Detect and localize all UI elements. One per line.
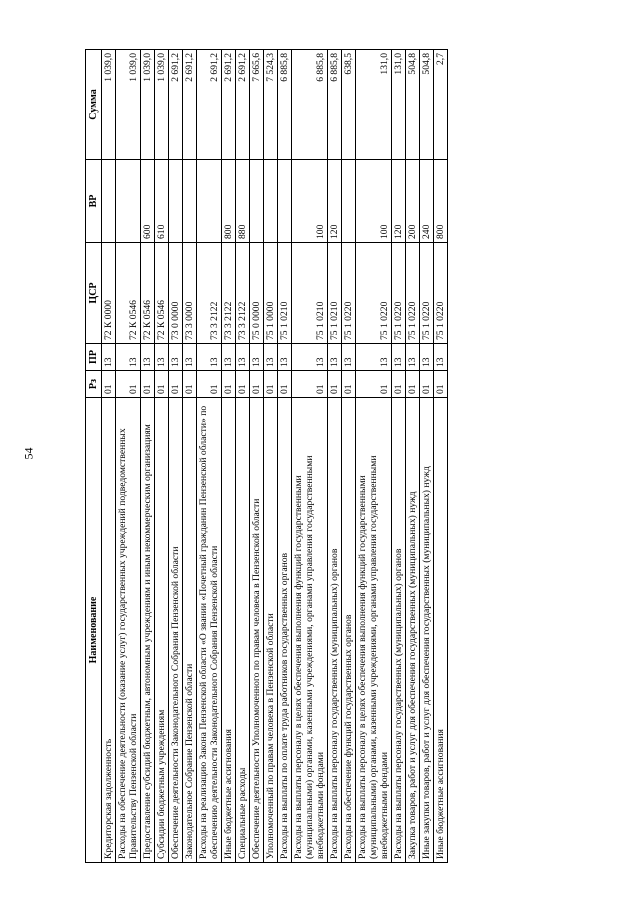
cell-rz: 01 <box>356 371 392 398</box>
cell-pr: 13 <box>169 344 183 371</box>
header-sum: Сумма <box>86 50 102 160</box>
cell-rz: 01 <box>420 371 434 398</box>
cell-vr: 120 <box>392 160 406 243</box>
cell-vr: 100 <box>356 160 392 243</box>
cell-csr: 75 1 0220 <box>356 243 392 344</box>
cell-rz: 01 <box>292 371 328 398</box>
cell-vr <box>183 160 197 243</box>
table-row <box>236 50 250 863</box>
cell-sum: 6 885,8 <box>328 50 342 160</box>
cell-name: Расходы на выплаты по оплате труда работников государственных органов <box>278 398 292 863</box>
cell-name: Иные бюджетные ассигнования <box>222 398 236 863</box>
cell-vr <box>169 160 183 243</box>
cell-pr: 13 <box>406 344 420 371</box>
table-row <box>197 50 222 863</box>
cell-csr: 73 0 0000 <box>169 243 183 344</box>
cell-csr: 75 1 0220 <box>392 243 406 344</box>
cell-csr: 72 К 0000 <box>102 243 116 344</box>
budget-table <box>85 49 448 863</box>
cell-csr: 75 1 0000 <box>264 243 278 344</box>
cell-rz: 01 <box>169 371 183 398</box>
table-row <box>292 50 328 863</box>
cell-sum: 6 885,8 <box>278 50 292 160</box>
table-row <box>406 50 420 863</box>
cell-vr: 120 <box>328 160 342 243</box>
cell-rz: 01 <box>236 371 250 398</box>
cell-sum: 2 691,2 <box>236 50 250 160</box>
cell-rz: 01 <box>141 371 155 398</box>
cell-rz: 01 <box>197 371 222 398</box>
cell-rz: 01 <box>392 371 406 398</box>
cell-pr: 13 <box>236 344 250 371</box>
cell-sum: 131,0 <box>356 50 392 160</box>
cell-csr: 73 3 2122 <box>197 243 222 344</box>
cell-rz: 01 <box>102 371 116 398</box>
table-row <box>420 50 434 863</box>
table-row <box>102 50 116 863</box>
cell-name: Расходы на выплаты персоналу в целях обеспечения выполнения функций государственными (муниципальными) органами, казенными учреждениями, органами управления государственными внебюджетными фондами <box>292 398 328 863</box>
cell-pr: 13 <box>420 344 434 371</box>
table-row <box>328 50 342 863</box>
cell-name: Предоставление субсидий бюджетным, автономным учреждениям и иным некоммерческим организациям <box>141 398 155 863</box>
cell-name: Расходы на обеспечение функций государственных органов <box>342 398 356 863</box>
cell-csr: 75 1 0220 <box>434 243 448 344</box>
cell-csr: 72 К 0546 <box>155 243 169 344</box>
cell-rz: 01 <box>250 371 264 398</box>
cell-csr: 75 1 0210 <box>292 243 328 344</box>
cell-rz: 01 <box>406 371 420 398</box>
table-row <box>116 50 141 863</box>
table-body <box>102 50 448 863</box>
cell-csr: 73 3 2122 <box>222 243 236 344</box>
cell-name: Расходы на обеспечение деятельности (оказание услуг) государственных учреждений подведомственных Правительству Пензенской области <box>116 398 141 863</box>
cell-name: Обеспечение деятельности Законодательного Собрания Пензенской области <box>169 398 183 863</box>
header-rz: Рз <box>86 371 102 398</box>
cell-pr: 13 <box>141 344 155 371</box>
table-row <box>264 50 278 863</box>
table-row <box>155 50 169 863</box>
cell-name: Субсидии бюджетным учреждениям <box>155 398 169 863</box>
cell-csr: 72 К 0546 <box>141 243 155 344</box>
table-row <box>434 50 448 863</box>
cell-rz: 01 <box>328 371 342 398</box>
table-row <box>356 50 392 863</box>
cell-vr <box>342 160 356 243</box>
cell-sum: 7 665,6 <box>250 50 264 160</box>
cell-name: Законодательное Собрание Пензенской области <box>183 398 197 863</box>
cell-name: Закупка товаров, работ и услуг для обеспечения государственных (муниципальных) нужд <box>406 398 420 863</box>
cell-vr: 880 <box>236 160 250 243</box>
cell-name: Обеспечение деятельности Уполномоченного по правам человека в Пензенской области <box>250 398 264 863</box>
cell-pr: 13 <box>264 344 278 371</box>
cell-csr: 72 К 0546 <box>116 243 141 344</box>
table-row <box>250 50 264 863</box>
cell-csr: 75 1 0220 <box>406 243 420 344</box>
cell-vr <box>250 160 264 243</box>
rotated-table-container <box>85 50 608 863</box>
header-pr: ПР <box>86 344 102 371</box>
cell-rz: 01 <box>155 371 169 398</box>
cell-sum: 504,8 <box>420 50 434 160</box>
cell-pr: 13 <box>434 344 448 371</box>
cell-rz: 01 <box>342 371 356 398</box>
cell-rz: 01 <box>183 371 197 398</box>
table-row <box>169 50 183 863</box>
cell-name: Иные бюджетные ассигнования <box>434 398 448 863</box>
cell-csr: 75 1 0220 <box>342 243 356 344</box>
cell-vr: 100 <box>292 160 328 243</box>
cell-csr: 75 0 0000 <box>250 243 264 344</box>
cell-pr: 13 <box>250 344 264 371</box>
cell-vr: 800 <box>434 160 448 243</box>
cell-csr: 73 3 2122 <box>236 243 250 344</box>
header-csr: ЦСР <box>86 243 102 344</box>
cell-name: Расходы на выплаты персоналу государственных (муниципальных) органов <box>392 398 406 863</box>
cell-pr: 13 <box>222 344 236 371</box>
table-row <box>342 50 356 863</box>
header-name: Наименование <box>86 398 102 863</box>
cell-vr <box>278 160 292 243</box>
cell-sum: 7 524,3 <box>264 50 278 160</box>
cell-name: Иные закупки товаров, работ и услуг для обеспечения государственных (муниципальных) нужд <box>420 398 434 863</box>
cell-sum: 1 039,0 <box>116 50 141 160</box>
cell-sum: 6 885,8 <box>292 50 328 160</box>
cell-sum: 2 691,2 <box>183 50 197 160</box>
table-row <box>141 50 155 863</box>
page-number: 54 <box>21 447 36 460</box>
cell-name: Кредиторская задолженность <box>102 398 116 863</box>
cell-name: Специальные расходы <box>236 398 250 863</box>
cell-pr: 13 <box>102 344 116 371</box>
cell-sum: 131,0 <box>392 50 406 160</box>
cell-pr: 13 <box>392 344 406 371</box>
cell-sum: 2 691,2 <box>169 50 183 160</box>
cell-name: Расходы на выплаты персоналу в целях обеспечения выполнения функций государственными (муниципальными) органами, казенными учреждениями, органами управления государственными внебюджетными фондами <box>356 398 392 863</box>
cell-sum: 1 039,0 <box>141 50 155 160</box>
cell-rz: 01 <box>434 371 448 398</box>
cell-rz: 01 <box>222 371 236 398</box>
cell-sum: 638,5 <box>342 50 356 160</box>
table-row <box>183 50 197 863</box>
cell-csr: 75 1 0210 <box>328 243 342 344</box>
table-header-row <box>86 50 102 863</box>
cell-rz: 01 <box>278 371 292 398</box>
header-vr: ВР <box>86 160 102 243</box>
table-row <box>222 50 236 863</box>
cell-pr: 13 <box>328 344 342 371</box>
cell-csr: 73 3 0000 <box>183 243 197 344</box>
cell-vr: 240 <box>420 160 434 243</box>
cell-sum: 1 039,0 <box>155 50 169 160</box>
cell-csr: 75 1 0210 <box>278 243 292 344</box>
cell-pr: 13 <box>342 344 356 371</box>
cell-vr <box>116 160 141 243</box>
cell-sum: 2 691,2 <box>197 50 222 160</box>
cell-name: Уполномоченный по правам человека в Пензенской области <box>264 398 278 863</box>
cell-vr: 600 <box>141 160 155 243</box>
table-row <box>392 50 406 863</box>
cell-sum: 2 691,2 <box>222 50 236 160</box>
cell-csr: 75 1 0220 <box>420 243 434 344</box>
cell-vr: 200 <box>406 160 420 243</box>
cell-pr: 13 <box>292 344 328 371</box>
cell-vr <box>264 160 278 243</box>
cell-vr: 610 <box>155 160 169 243</box>
cell-pr: 13 <box>183 344 197 371</box>
cell-name: Расходы на выплаты персоналу государственных (муниципальных) органов <box>328 398 342 863</box>
cell-sum: 504,8 <box>406 50 420 160</box>
cell-pr: 13 <box>278 344 292 371</box>
cell-rz: 01 <box>116 371 141 398</box>
cell-pr: 13 <box>155 344 169 371</box>
cell-rz: 01 <box>264 371 278 398</box>
cell-sum: 1 039,0 <box>102 50 116 160</box>
cell-name: Расходы на реализацию Закона Пензенской области «О звании «Почетный гражданин Пензенской области» по обеспечению деятельности Законодательного Собрания Пензенской области <box>197 398 222 863</box>
cell-pr: 13 <box>356 344 392 371</box>
cell-pr: 13 <box>116 344 141 371</box>
cell-vr <box>197 160 222 243</box>
cell-vr <box>102 160 116 243</box>
cell-vr: 800 <box>222 160 236 243</box>
cell-pr: 13 <box>197 344 222 371</box>
table-row <box>278 50 292 863</box>
cell-sum: 2,7 <box>434 50 448 160</box>
